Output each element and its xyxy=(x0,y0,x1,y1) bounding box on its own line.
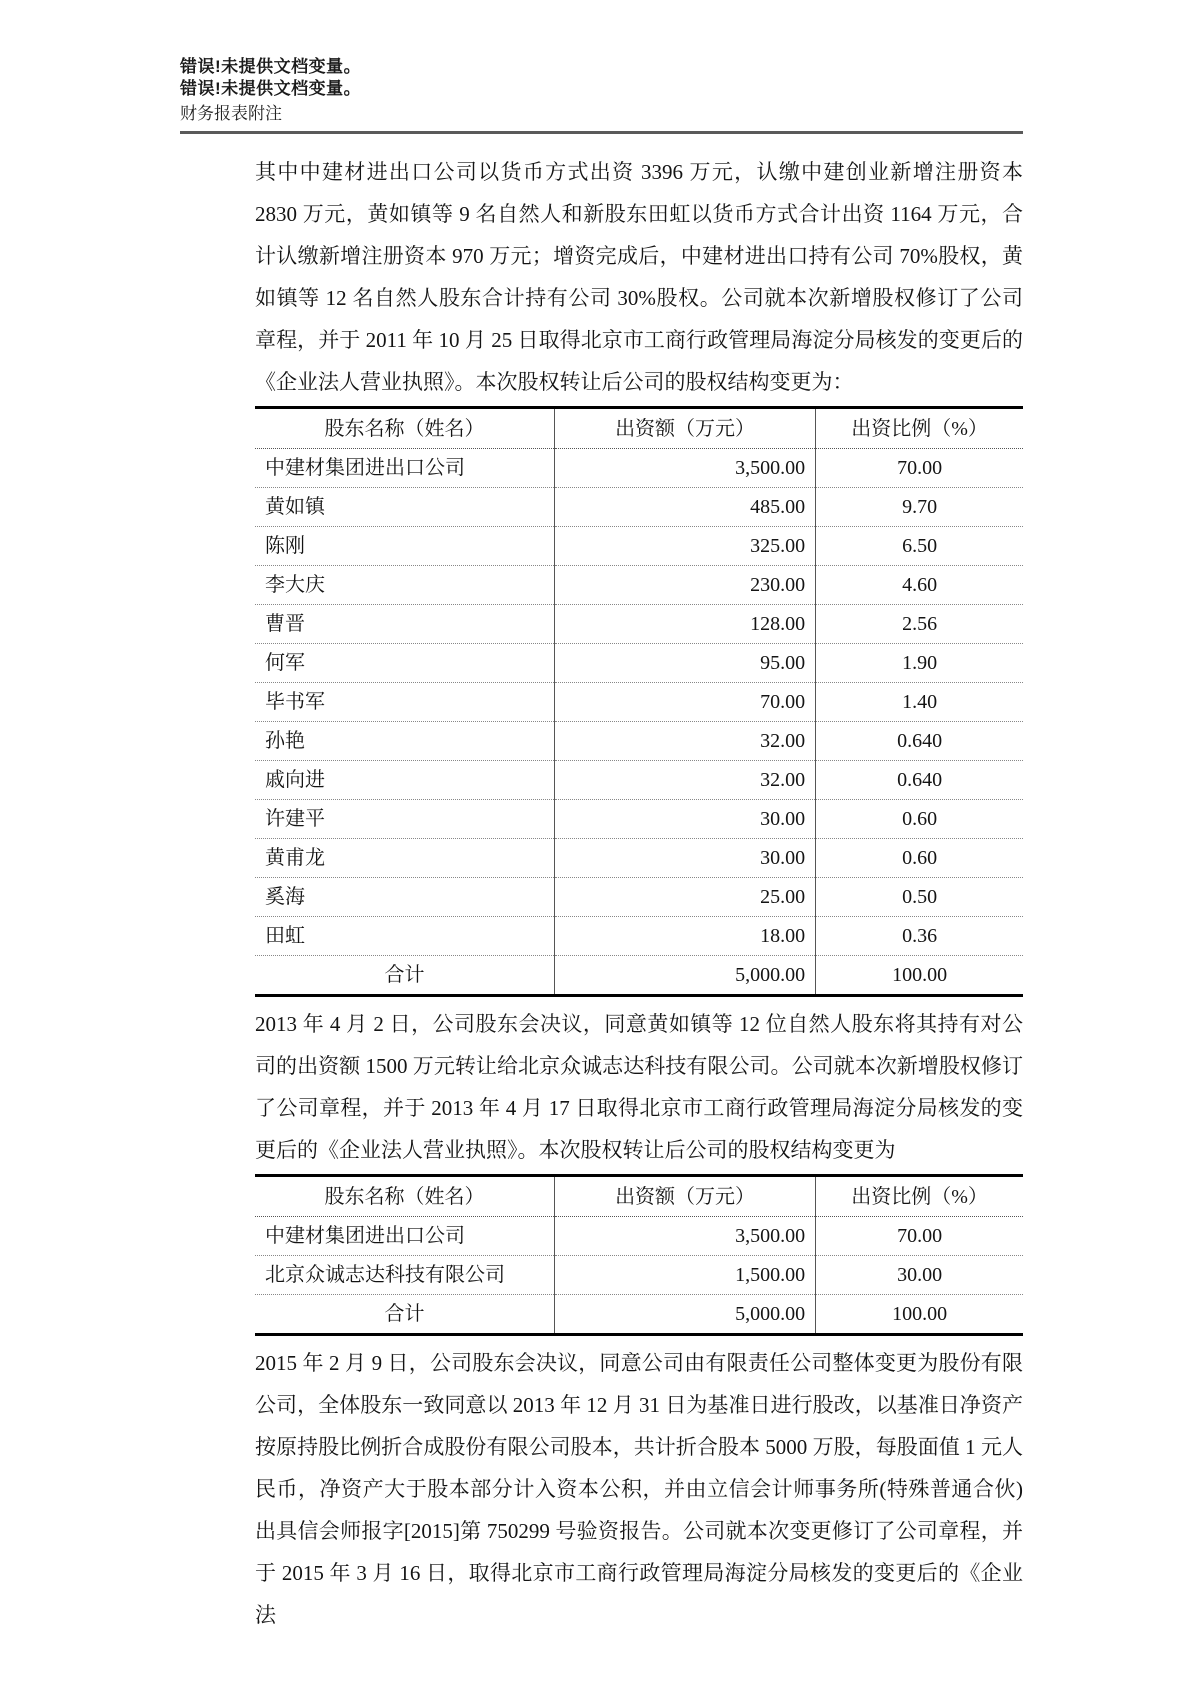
contribution-amount-cell: 18.00 xyxy=(555,917,816,956)
contribution-amount-cell: 230.00 xyxy=(555,566,816,605)
paragraph-equity-transfer-2013: 2013 年 4 月 2 日，公司股东会决议，同意黄如镇等 12 位自然人股东将其持有对公司的出资额 1500 万元转让给北京众诚志达科技有限公司。公司就本次新增股权修订了公司章程，并于 2013 年 4 月 17 日取得北京市工商行政管理局海淀分局核发的变更后的《企业法人营业执照》。本次股权转让后公司的股权结构变更为 xyxy=(255,1012,1023,1162)
table-row xyxy=(255,917,1023,956)
contribution-amount-cell: 3,500.00 xyxy=(555,1217,816,1256)
contribution-ratio-cell: 4.60 xyxy=(816,566,1023,605)
table-row xyxy=(255,1256,1023,1295)
contribution-amount-cell: 30.00 xyxy=(555,839,816,878)
table-total-row xyxy=(255,1295,1023,1335)
total-ratio-cell: 100.00 xyxy=(816,1295,1023,1335)
contribution-ratio-cell: 0.640 xyxy=(816,722,1023,761)
contribution-ratio-cell: 1.90 xyxy=(816,644,1023,683)
shareholder-name-cell: 戚向进 xyxy=(255,761,555,800)
total-amount-cell: 5,000.00 xyxy=(555,956,816,996)
contribution-amount-cell: 30.00 xyxy=(555,800,816,839)
shareholder-name-cell: 田虹 xyxy=(255,917,555,956)
header-cell: 出资比例（%） xyxy=(816,1176,1023,1217)
contribution-ratio-cell: 6.50 xyxy=(816,527,1023,566)
contribution-ratio-cell: 2.56 xyxy=(816,605,1023,644)
contribution-amount-cell: 25.00 xyxy=(555,878,816,917)
table-row xyxy=(255,527,1023,566)
header-error-line-1: 错误!未提供文档变量。 xyxy=(180,57,362,76)
shareholder-name-cell: 陈刚 xyxy=(255,527,555,566)
header-error-line-2: 错误!未提供文档变量。 xyxy=(180,79,362,98)
contribution-amount-cell: 32.00 xyxy=(555,722,816,761)
table-row xyxy=(255,488,1023,527)
table-row xyxy=(255,878,1023,917)
total-label-cell: 合计 xyxy=(384,964,425,986)
table-row xyxy=(255,449,1023,488)
shareholder-name-cell: 毕书军 xyxy=(255,683,555,722)
header-cell: 出资额（万元） xyxy=(555,1176,816,1217)
contribution-amount-cell: 3,500.00 xyxy=(555,449,816,488)
paragraph-capital-increase-2011: 其中中建材进出口公司以货币方式出资 3396 万元，认缴中建创业新增注册资本 2830 万元，黄如镇等 9 名自然人和新股东田虹以货币方式合计出资 1164 万元，合计认缴新增注册资本 970 万元；增资完成后，中建材进出口持有公司 70%股权，黄如镇等 12 名自然人股东合计持有公司 30%股权。公司就本次新增股权修订了公司章程，并于 2011 年 10 月 25 日取得北京市工商行政管理局海淀分局核发的变更后的《企业法人营业执照》。本次股权转让后公司的股权结构变更为： xyxy=(255,160,1023,394)
shareholder-name-cell: 李大庆 xyxy=(255,566,555,605)
shareholder-name-cell: 黄如镇 xyxy=(255,488,555,527)
header-divider xyxy=(180,131,1023,134)
table-header-row xyxy=(255,408,1023,449)
contribution-amount-cell: 128.00 xyxy=(555,605,816,644)
contribution-ratio-cell: 0.50 xyxy=(816,878,1023,917)
table-row xyxy=(255,683,1023,722)
shareholder-name-cell: 孙艳 xyxy=(255,722,555,761)
table-row xyxy=(255,800,1023,839)
shareholder-name-cell: 许建平 xyxy=(255,800,555,839)
shareholder-name-cell: 奚海 xyxy=(255,878,555,917)
total-label-cell: 合计 xyxy=(384,1303,425,1325)
contribution-ratio-cell: 70.00 xyxy=(816,1217,1023,1256)
shareholder-name-cell: 何军 xyxy=(255,644,555,683)
page-header xyxy=(180,56,1023,134)
shareholder-name-cell: 中建材集团进出口公司 xyxy=(255,449,555,488)
contribution-ratio-cell: 9.70 xyxy=(816,488,1023,527)
table-row xyxy=(255,644,1023,683)
contribution-ratio-cell: 1.40 xyxy=(816,683,1023,722)
contribution-amount-cell: 32.00 xyxy=(555,761,816,800)
contribution-amount-cell: 70.00 xyxy=(555,683,816,722)
shareholder-name-cell: 中建材集团进出口公司 xyxy=(255,1217,555,1256)
header-cell: 股东名称（姓名） xyxy=(255,1176,555,1217)
contribution-ratio-cell: 30.00 xyxy=(816,1256,1023,1295)
shareholding-table-2011 xyxy=(255,406,1023,997)
header-cell: 股东名称（姓名） xyxy=(255,408,555,449)
shareholder-name-cell: 黄甫龙 xyxy=(255,839,555,878)
contribution-amount-cell: 95.00 xyxy=(555,644,816,683)
contribution-amount-cell: 1,500.00 xyxy=(555,1256,816,1295)
table-row xyxy=(255,1217,1023,1256)
paragraph-restructuring-2015: 2015 年 2 月 9 日，公司股东会决议，同意公司由有限责任公司整体变更为股份有限公司，全体股东一致同意以 2013 年 12 月 31 日为基准日进行股改，以基准日净资产按原持股比例折合成股份有限公司股本，共计折合股本 5000 万股，每股面值 1 元人民币，净资产大于股本部分计入资本公积，并由立信会计师事务所(特殊普通合伙)出具信会师报字[2015]第 750299 号验资报告。公司就本次变更修订了公司章程，并于 2015 年 3 月 16 日，取得北京市工商行政管理局海淀分局核发的变更后的《企业法 xyxy=(255,1351,1023,1627)
shareholder-name-cell: 曹晋 xyxy=(255,605,555,644)
table-row xyxy=(255,605,1023,644)
header-subtitle: 财务报表附注 xyxy=(180,104,282,123)
table-row xyxy=(255,566,1023,605)
header-cell: 出资比例（%） xyxy=(816,408,1023,449)
table-header-row xyxy=(255,1176,1023,1217)
document-body xyxy=(255,151,1023,1636)
table-row xyxy=(255,722,1023,761)
header-cell: 出资额（万元） xyxy=(555,408,816,449)
contribution-amount-cell: 485.00 xyxy=(555,488,816,527)
total-amount-cell: 5,000.00 xyxy=(555,1295,816,1335)
shareholder-name-cell: 北京众诚志达科技有限公司 xyxy=(255,1256,555,1295)
total-ratio-cell: 100.00 xyxy=(816,956,1023,996)
contribution-amount-cell: 325.00 xyxy=(555,527,816,566)
contribution-ratio-cell: 0.640 xyxy=(816,761,1023,800)
table-row xyxy=(255,761,1023,800)
table-row xyxy=(255,839,1023,878)
table-total-row xyxy=(255,956,1023,996)
shareholding-table-2013 xyxy=(255,1174,1023,1336)
contribution-ratio-cell: 0.60 xyxy=(816,839,1023,878)
contribution-ratio-cell: 70.00 xyxy=(816,449,1023,488)
contribution-ratio-cell: 0.36 xyxy=(816,917,1023,956)
contribution-ratio-cell: 0.60 xyxy=(816,800,1023,839)
